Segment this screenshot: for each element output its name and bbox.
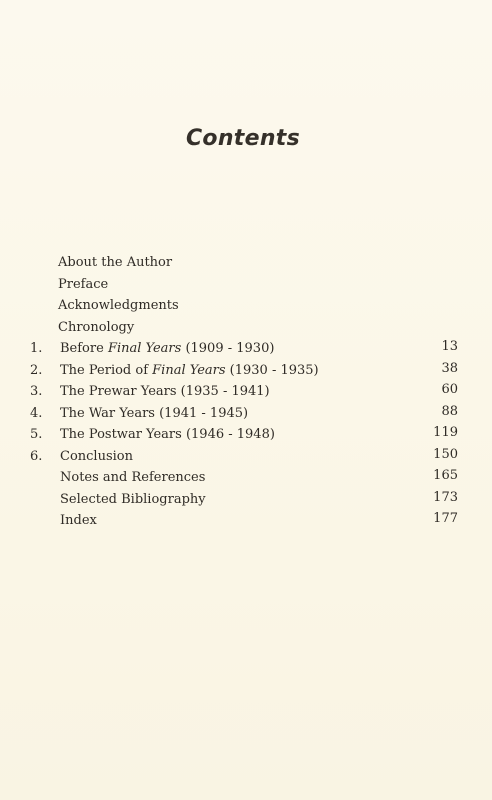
toc-entry-title: About the Author xyxy=(58,255,173,270)
page-number: 165 xyxy=(433,468,458,483)
toc-entry-acknowledgments xyxy=(0,297,492,319)
page-number: 119 xyxy=(433,425,458,440)
toc-entry-title: Acknowledgments xyxy=(58,298,179,313)
toc-entry-title: The Prewar Years (1935 - 1941) xyxy=(60,384,270,399)
toc-entry-index xyxy=(0,512,492,534)
chapter-number: 2. xyxy=(30,362,43,378)
page-title: Contents xyxy=(185,126,301,151)
chapter-number: 1. xyxy=(30,341,43,356)
toc-entry-title: Index xyxy=(60,513,97,528)
page-number: 88 xyxy=(441,403,458,419)
italic-book-title: Final Years xyxy=(107,341,182,356)
toc-entry-chapter-4 xyxy=(0,405,492,427)
chapter-number: 3. xyxy=(30,384,43,399)
page-number: 13 xyxy=(441,339,458,354)
toc-entry-chapter-6 xyxy=(0,448,492,470)
chapter-number: 5. xyxy=(30,427,43,442)
chapter-number: 6. xyxy=(30,448,43,464)
toc-entry-about-the-author xyxy=(0,254,492,276)
page-number: 38 xyxy=(441,360,458,376)
toc-entry-chronology xyxy=(0,319,492,341)
page-number: 150 xyxy=(433,446,458,462)
toc-entry-title: The War Years (1941 - 1945) xyxy=(60,405,249,421)
toc-entry-title: Preface xyxy=(58,276,109,292)
title-text: The Period of xyxy=(60,362,153,378)
title-text: Before xyxy=(60,341,108,356)
toc-entry-title xyxy=(60,362,319,380)
toc-entry-title: Selected Bibliography xyxy=(60,491,206,507)
page-number: 173 xyxy=(433,489,458,505)
toc-entry-title: Notes and References xyxy=(60,470,206,485)
toc-entry-title: The Postwar Years (1946 - 1948) xyxy=(60,427,275,442)
toc-entry-notes-and-references xyxy=(0,469,492,491)
toc-entry-chapter-2 xyxy=(0,362,492,384)
page-number: 60 xyxy=(441,382,458,397)
toc-entry-chapter-5 xyxy=(0,426,492,448)
page-number: 177 xyxy=(433,511,458,526)
toc-entry-title: Conclusion xyxy=(60,448,133,464)
toc-entry-selected-bibliography xyxy=(0,491,492,513)
toc-entry-preface xyxy=(0,276,492,298)
italic-book-title: Final Years xyxy=(152,362,226,378)
toc-entry-chapter-1 xyxy=(0,340,492,362)
title-text: (1930 - 1935) xyxy=(225,362,319,378)
table-of-contents xyxy=(0,254,492,534)
toc-entry-title xyxy=(60,340,274,358)
toc-entry-title: Chronology xyxy=(58,319,135,335)
chapter-number: 4. xyxy=(30,405,43,421)
toc-entry-chapter-3 xyxy=(0,383,492,405)
title-text: (1909 - 1930) xyxy=(181,341,275,356)
